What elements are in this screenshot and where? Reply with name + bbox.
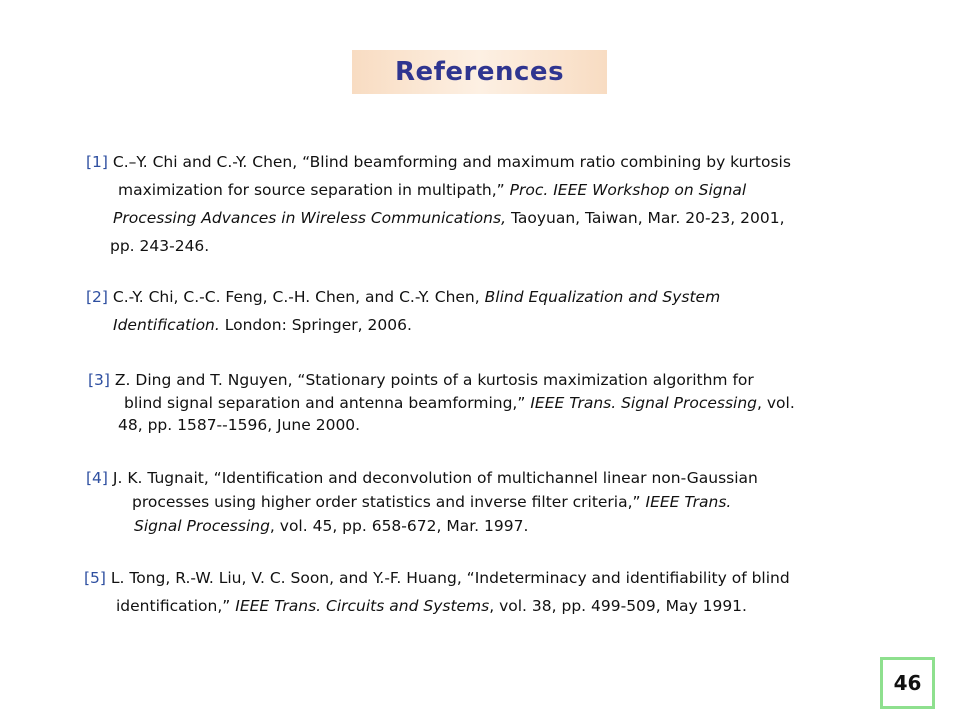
title-banner: [352, 50, 607, 94]
ref-2-line-1: [86, 287, 720, 307]
ref-1-text-4: pp. 243-246.: [110, 237, 210, 255]
ref-4-text-3: , vol. 45, pp. 658-672, Mar. 1997.: [269, 517, 529, 535]
ref-2-number: [2]: [86, 288, 108, 306]
slide-title: References: [394, 57, 565, 87]
ref-2-line-2: [113, 315, 412, 335]
ref-1-text-1: C.–Y. Chi and C.-Y. Chen, “Blind beamforming and maximum ratio combining by kurtosis: [112, 153, 791, 171]
ref-2-text-1-italic: Blind Equalization and System: [484, 288, 721, 306]
ref-4-line-3: [134, 516, 528, 536]
ref-3-line-3: [118, 415, 360, 435]
ref-1-text-2: maximization for source separation in multipath,”: [118, 181, 505, 199]
ref-3-number: [3]: [88, 371, 110, 389]
ref-1-line-4: [110, 236, 209, 256]
ref-5-line-1: [84, 568, 790, 588]
ref-4-text-3-italic: Signal Processing: [134, 517, 270, 535]
ref-5-line-2: [116, 596, 747, 616]
ref-4-text-2: processes using higher order statistics and inverse filter criteria,”: [132, 493, 641, 511]
ref-3-text-2-end: , vol.: [757, 394, 795, 412]
ref-5-text-2-end: , vol. 38, pp. 499-509, May 1991.: [489, 597, 747, 615]
ref-3-text-1: Z. Ding and T. Nguyen, “Stationary points of a kurtosis maximization algorithm for: [114, 371, 754, 389]
ref-4-text-2-italic: IEEE Trans.: [645, 493, 732, 511]
ref-1-line-1: [86, 152, 791, 172]
ref-3-line-1: [88, 370, 754, 390]
ref-1-line-2: [118, 180, 746, 200]
ref-2-text-2-italic: Identification.: [113, 316, 220, 334]
ref-3-text-3: 48, pp. 1587--1596, June 2000.: [118, 416, 361, 434]
ref-2-text-2: London: Springer, 2006.: [224, 316, 412, 334]
ref-1-text-2-italic: Proc. IEEE Workshop on Signal: [509, 181, 747, 199]
ref-5-text-1: L. Tong, R.-W. Liu, V. C. Soon, and Y.-F. Huang, “Indeterminacy and identifiability of blind: [110, 569, 790, 587]
page-number-box: [880, 657, 935, 709]
ref-3-text-2: blind signal separation and antenna beamforming,”: [124, 394, 526, 412]
ref-5-text-2-italic: IEEE Trans. Circuits and Systems: [235, 597, 490, 615]
ref-4-line-1: [86, 468, 758, 488]
ref-4-text-1: J. K. Tugnait, “Identification and deconvolution of multichannel linear non-Gaussian: [112, 469, 758, 487]
ref-3-line-2: [124, 393, 795, 413]
ref-5-text-2: identification,”: [116, 597, 231, 615]
ref-1-text-3: Taoyuan, Taiwan, Mar. 20-23, 2001,: [510, 209, 785, 227]
ref-4-line-2: [132, 492, 731, 512]
page-number: 46: [893, 671, 922, 695]
ref-1-line-3: [113, 208, 785, 228]
ref-5-number: [5]: [84, 569, 106, 587]
ref-3-text-2-italic: IEEE Trans. Signal Processing: [530, 394, 758, 412]
ref-2-text-1: C.-Y. Chi, C.-C. Feng, C.-H. Chen, and C.-Y. Chen,: [112, 288, 480, 306]
ref-4-number: [4]: [86, 469, 108, 487]
ref-1-number: [1]: [86, 153, 108, 171]
ref-1-text-3-italic: Processing Advances in Wireless Communications,: [113, 209, 506, 227]
